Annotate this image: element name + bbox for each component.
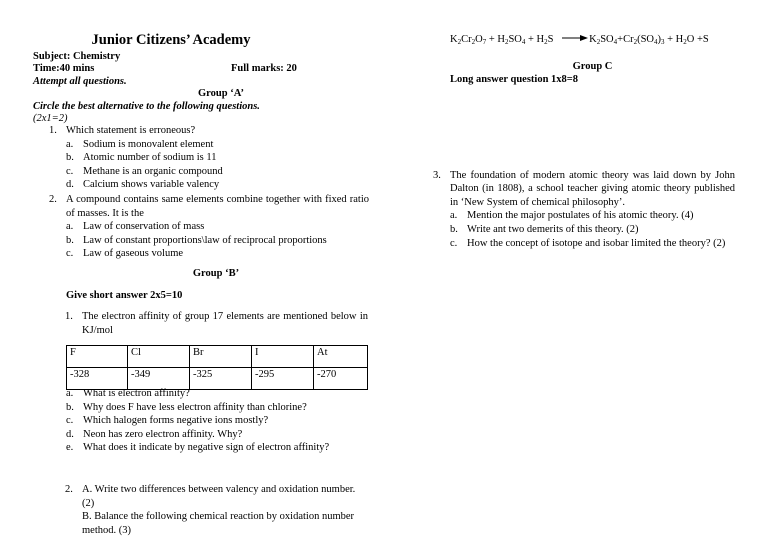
option: a. Sodium is monovalent element (66, 138, 214, 150)
group-a-title: Group ‘A’ (198, 88, 244, 99)
table-cell: -270 (314, 368, 368, 390)
question-number: 2. (65, 484, 73, 496)
sub-question: e. What does it indicate by negative sign of electron affinity? (66, 442, 330, 454)
group-a-question-list (49, 124, 369, 261)
question-a1 (49, 124, 369, 192)
sub-question: a. Mention the major postulates of his atomic theory. (4) (450, 210, 694, 222)
question-text: The electron affinity of group 17 elements are mentioned below in KJ/mol (82, 311, 368, 336)
group-c-title: Group C (572, 61, 613, 72)
table-cell: I (252, 346, 314, 368)
option: b. Law of constant proportions\law of reciprocal proportions (66, 234, 327, 246)
sub-question: b. Write ant two demerits of this theory. (2) (450, 223, 639, 235)
table-cell: Br (190, 346, 252, 368)
group-a-instruction: Circle the best alternative to the following questions. (33, 101, 260, 112)
option: b. Atomic number of sodium is 11 (66, 152, 217, 164)
sub-question: b. Why does F have less electron affinity than chlorine? (66, 401, 307, 413)
question-b1 (65, 310, 368, 337)
general-instruction: Attempt all questions. (33, 76, 127, 87)
table-header-row (67, 346, 368, 368)
table-cell: At (314, 346, 368, 368)
option: d. Calcium shows variable valency (66, 179, 220, 191)
question-b2 (65, 483, 370, 537)
question-text: The foundation of modern atomic theory was laid down by John Dalton (in 1808), a school teacher giving atomic theory published in ‘New System of chemical philosophy’. (450, 169, 735, 208)
question-number: 1. (65, 311, 73, 322)
option: c. Law of gaseous volume (66, 248, 184, 260)
table-cell: Cl (128, 346, 190, 368)
chemical-equation: $K_2Cr_2O_7 + H_2SO_4 + H_2S$ $K_2SO_4+Cr_2(SO_4)_3 + H_2O +S$ (450, 34, 709, 47)
table-cell: -295 (252, 368, 314, 390)
question-text: A compound contains same elements combine together with fixed ratio of masses. It is the (66, 193, 369, 219)
group-b-title: Group ‘B’ (192, 268, 240, 279)
table-cell: -349 (128, 368, 190, 390)
table-cell: -325 (190, 368, 252, 390)
question-b1-parts (66, 387, 376, 455)
table-cell: F (67, 346, 128, 368)
table-cell: -328 (67, 368, 128, 390)
sub-question: a. What is electron affinity? (66, 388, 190, 399)
group-a-marks: (2x1=2) (33, 113, 68, 124)
full-marks: Full marks: 20 (231, 63, 297, 74)
time-line: Time:40 mins (33, 63, 95, 74)
question-b2-part-b: B. Balance the following chemical reaction by oxidation number method. (3) (82, 511, 355, 536)
school-name: Junior Citizens’ Academy (91, 32, 251, 48)
option: c. Methane is an organic compound (66, 165, 223, 177)
question-c3 (433, 169, 735, 251)
question-a2 (49, 193, 369, 261)
electron-affinity-table (66, 345, 368, 390)
question-text: Which statement is erroneous? (66, 125, 196, 136)
option: a. Law of conservation of mass (66, 221, 205, 233)
group-b-instruction: Give short answer 2x5=10 (66, 290, 183, 301)
question-number: 1. (49, 125, 57, 136)
question-number: 2. (49, 193, 57, 205)
question-b2-part-a: A. Write two differences between valency and oxidation number. (2) (82, 484, 356, 509)
reaction-arrow-icon (562, 33, 588, 47)
question-number: 3. (433, 169, 441, 181)
sub-question: d. Neon has zero electron affinity. Why? (66, 428, 243, 440)
subject-line: Subject: Chemistry (33, 51, 121, 62)
sub-question: c. Which halogen forms negative ions mostly? (66, 415, 269, 427)
group-c-instruction: Long answer question 1x8=8 (450, 74, 579, 85)
sub-question: c. How the concept of isotope and isobar limited the theory? (2) (450, 237, 726, 249)
